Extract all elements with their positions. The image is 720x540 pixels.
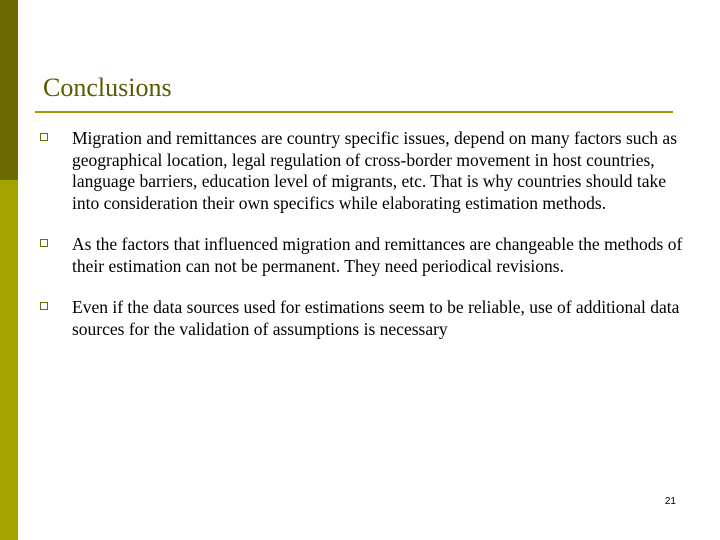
bullet-item [36,128,686,214]
sidebar-accent-dark [0,0,18,180]
slide-title: Conclusions [43,73,172,102]
bullet-list [36,128,686,340]
title-divider [35,111,673,113]
square-bullet-icon [40,302,48,310]
bullet-text: Migration and remittances are country specific issues, depend on many factors such as geographical location, legal regulation of cross-border movement in host countries, language barriers, education level of migrants, etc. That is why countries should take into consideration their own specifics while elaborating estimation methods. [72,128,678,213]
bullet-item [36,297,686,340]
bullet-item [36,234,686,277]
square-bullet-icon [40,133,48,141]
page-number: 21 [664,496,676,507]
bullet-text: Even if the data sources used for estimations seem to be reliable, use of additional data sources for the validation of assumptions is necessary [72,297,680,339]
square-bullet-icon [40,239,48,247]
bullet-text: As the factors that influenced migration and remittances are changeable the methods of their estimation can not be permanent. They need periodical revisions. [72,234,683,276]
sidebar-accent-light [0,180,18,540]
